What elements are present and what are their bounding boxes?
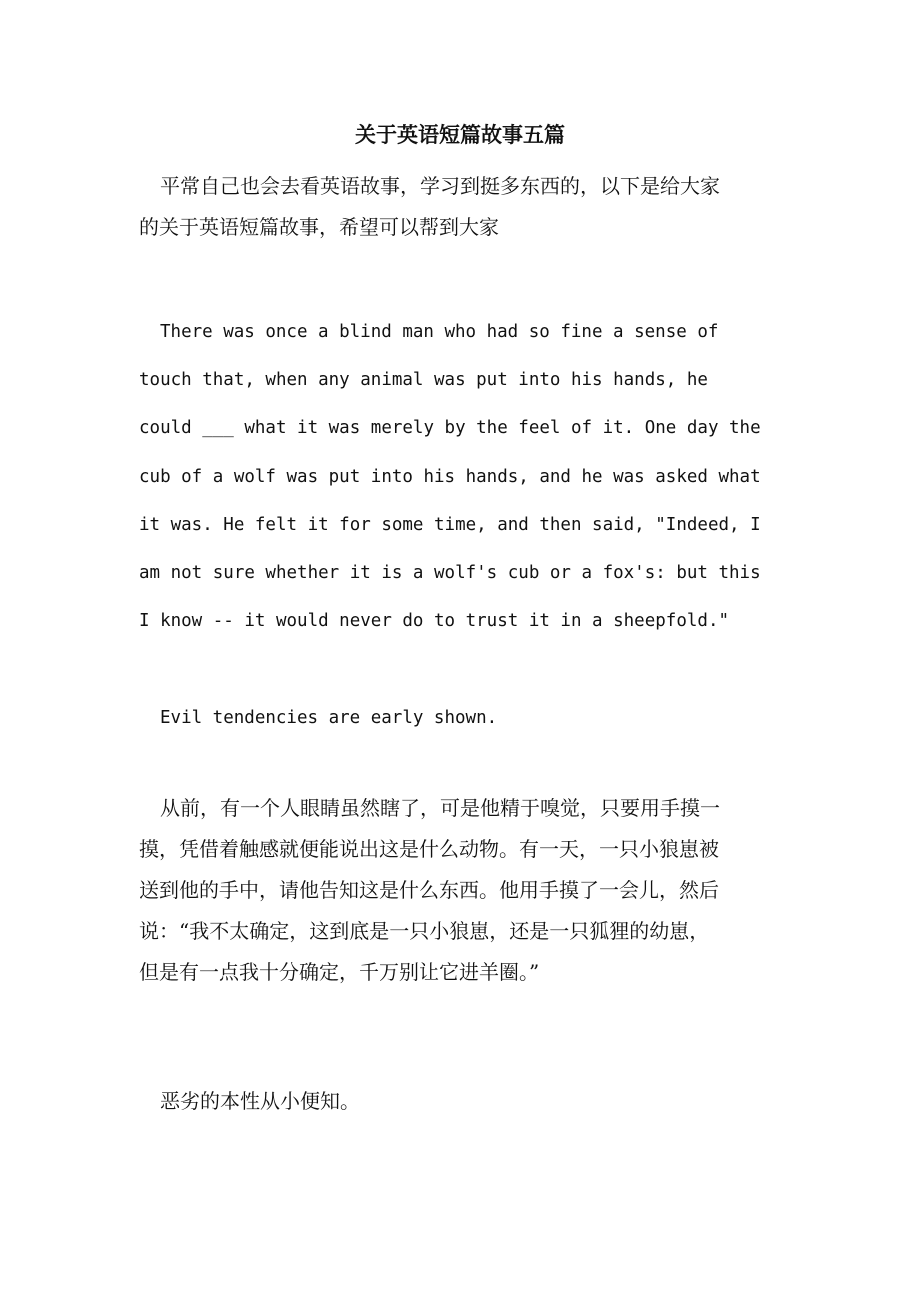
story-en-line: could ___ what it was merely by the feel of it. One day the (139, 418, 761, 439)
story-cn-line: 说：“我不太确定，这到底是一只小狼崽，还是一只狐狸的幼崽， (139, 919, 710, 943)
story-en-line: touch that, when any animal was put into his hands, he (139, 370, 708, 391)
story-en-line: There was once a blind man who had so fine a sense of (160, 322, 719, 342)
intro-line: 的关于英语短篇故事，希望可以帮到大家 (139, 215, 499, 239)
story-cn-line: 从前，有一个人眼睛虽然瞎了，可是他精于嗅觉，只要用手摸一 (160, 796, 720, 820)
moral-english-paragraph (139, 694, 784, 742)
page-title: 关于英语短篇故事五篇 (355, 122, 565, 147)
story-chinese-paragraph (139, 788, 784, 993)
moral-en-text: Evil tendencies are early shown. (160, 708, 498, 728)
intro-paragraph (139, 166, 784, 248)
moral-chinese-paragraph (139, 1081, 784, 1122)
story-cn-line: 摸，凭借着触感就便能说出这是什么动物。有一天，一只小狼崽被 (139, 837, 719, 861)
intro-line: 平常自己也会去看英语故事，学习到挺多东西的，以下是给大家 (160, 174, 720, 198)
story-en-line: cub of a wolf was put into his hands, and he was asked what (139, 466, 761, 487)
story-cn-line: 但是有一点我十分确定，千万别让它进羊圈。” (139, 960, 540, 984)
story-en-line: am not sure whether it is a wolf's cub or a fox's: but this (139, 563, 761, 584)
story-english-paragraph (139, 308, 784, 645)
story-en-line: it was. He felt it for some time, and then said, "Indeed, I (139, 514, 761, 535)
story-cn-line: 送到他的手中，请他告知这是什么东西。他用手摸了一会儿，然后 (139, 878, 719, 902)
moral-cn-text: 恶劣的本性从小便知。 (160, 1089, 360, 1113)
story-en-line: I know -- it would never do to trust it in a sheepfold." (139, 611, 730, 632)
